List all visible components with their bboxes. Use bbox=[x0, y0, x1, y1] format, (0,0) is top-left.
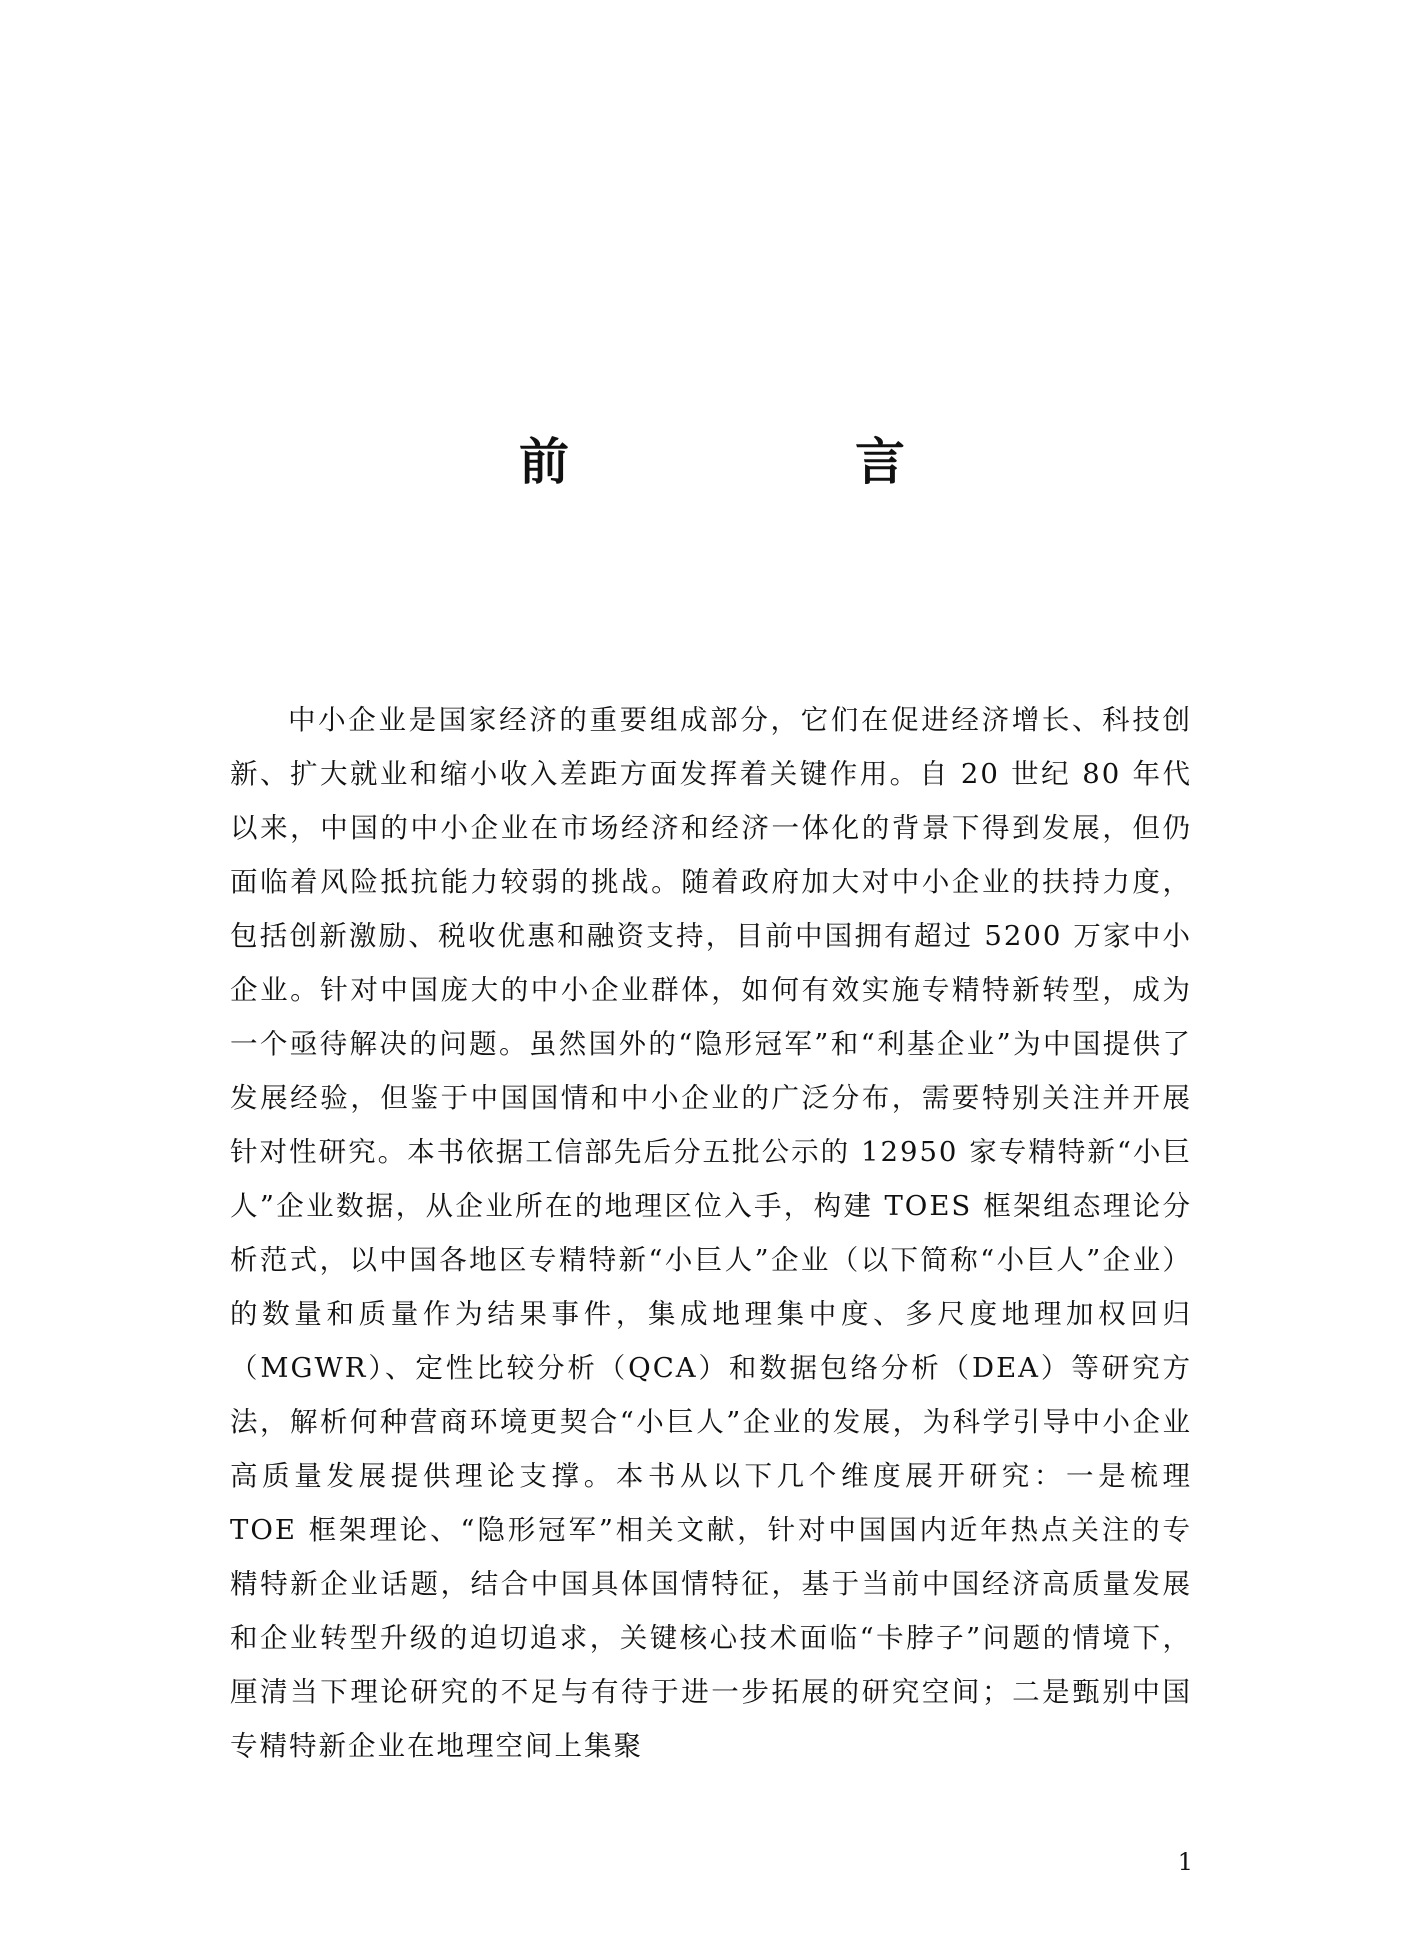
page-title: 前 言 bbox=[519, 433, 1023, 491]
page-number: 1 bbox=[1177, 1848, 1193, 1876]
body-paragraph: 中小企业是国家经济的重要组成部分，它们在促进经济增长、科技创新、扩大就业和缩小收入差距方面发挥着关键作用。自 20 世纪 80 年代以来，中国的中小企业在市场经济和经济一体化的背景下得到发展，但仍面临着风险抵抗能力较弱的挑战。随着政府加大对中小企业的扶持力度，包括创新激励、税收优惠和融资支持，目前中国拥有超过 5200 万家中小企业。针对中国庞大的中小企业群体，如何有效实施专精特新转型，成为一个亟待解决的问题。虽然国外的“隐形冠军”和“利基企业”为中国提供了发展经验，但鉴于中国国情和中小企业的广泛分布，需要特别关注并开展针对性研究。本书依据工信部先后分五批公示的 12950 家专精特新“小巨人”企业数据，从企业所在的地理区位入手，构建 TOES 框架组态理论分析范式，以中国各地区专精特新“小巨人”企业（以下简称“小巨人”企业）的数量和质量作为结果事件，集成地理集中度、多尺度地理加权回归（MGWR）、定性比较分析（QCA）和数据包络分析（DEA）等研究方法，解析何种营商环境更契合“小巨人”企业的发展，为科学引导中小企业高质量发展提供理论支撑。本书从以下几个维度展开研究：一是梳理 TOE 框架理论、“隐形冠军”相关文献，针对中国国内近年热点关注的专精特新企业话题，结合中国具体国情特征，基于当前中国经济高质量发展和企业转型升级的迫切追求，关键核心技术面临“卡脖子”问题的情境下，厘清当下理论研究的不足与有待于进一步拓展的研究空间；二是甄别中国专精特新企业在地理空间上集聚 bbox=[230, 704, 1192, 1762]
